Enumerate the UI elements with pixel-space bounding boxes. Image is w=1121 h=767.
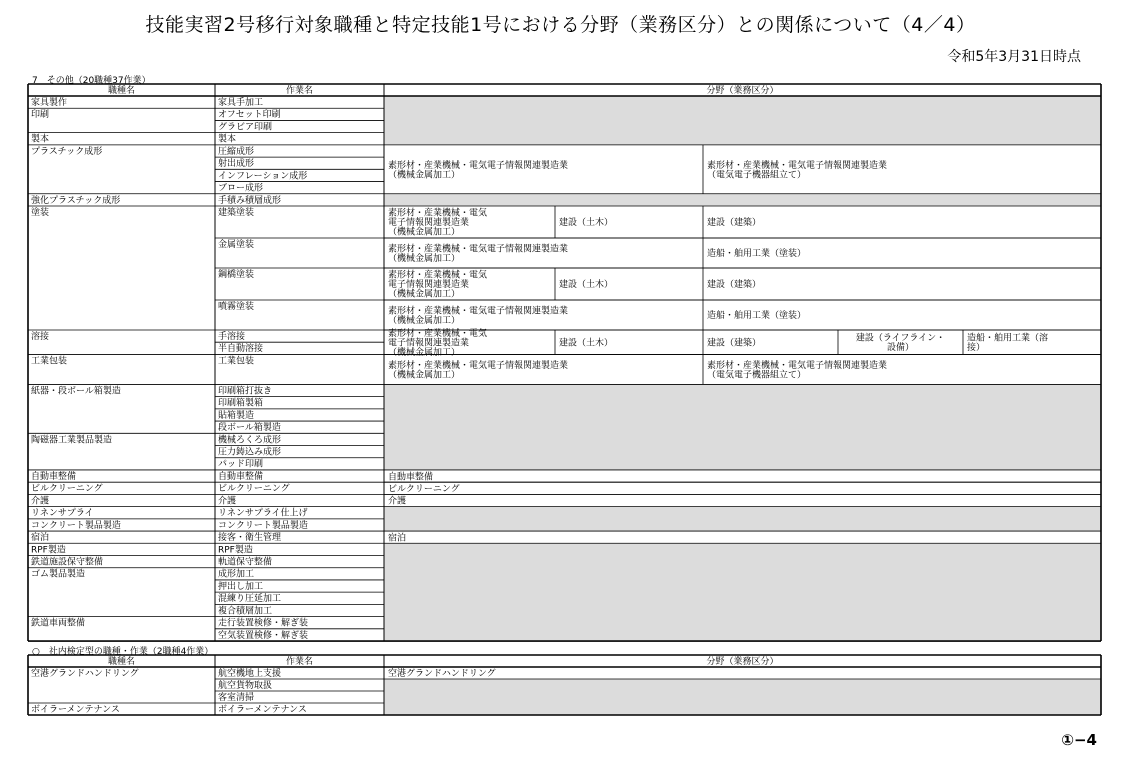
header-job-name: 職種名 <box>107 86 136 97</box>
work-name-cell: RPF製造 <box>218 545 253 556</box>
work-name-cell: 複合積層加工 <box>218 606 273 617</box>
job-name-cell: 鉄道車両整備 <box>31 618 86 629</box>
page-number: ①−4 <box>1061 731 1097 749</box>
work-name-cell: 接客・衛生管理 <box>218 533 282 544</box>
job-name-cell: RPF製造 <box>31 545 66 556</box>
work-name-cell: パッド印刷 <box>218 459 264 470</box>
job-name-cell: 家具製作 <box>31 98 68 108</box>
job-name-cell: 製本 <box>31 134 50 145</box>
work-name-cell: 機械ろくろ成形 <box>218 435 282 446</box>
job-name-cell: 溶接 <box>31 331 50 342</box>
header-work-name: 作業名 <box>285 86 314 97</box>
work-name-cell: 手積み積層成形 <box>218 195 282 206</box>
field-cell: 造船・舶用工業（塗装） <box>707 249 807 260</box>
work-name-cell: 半自動溶接 <box>218 344 264 355</box>
work-name-cell: 自動車整備 <box>218 471 264 482</box>
field-cell: 造船・舶用工業（溶接） <box>967 333 1049 354</box>
work-name-cell: コンクリート製品製造 <box>218 520 308 531</box>
job-name-cell: 空港グランドハンドリング <box>31 669 139 679</box>
work-name-cell: 貼箱製造 <box>218 410 255 421</box>
job-name-cell: 自動車整備 <box>31 471 77 482</box>
job-name-cell: 印刷 <box>31 110 50 121</box>
work-name-cell: 航空機地上支援 <box>218 669 282 679</box>
field-cell: 建設（ライフライン・設備） <box>855 333 946 354</box>
field-block-bg <box>384 482 1101 494</box>
job-name-cell: プラスチック成形 <box>31 146 103 157</box>
field-cell: 宿泊 <box>388 533 407 544</box>
job-name-cell: ビルクリーニング <box>31 484 103 495</box>
as-of-date: 令和5年3月31日時点 <box>947 49 1081 65</box>
field-cell: 空港グランドハンドリング <box>388 669 496 680</box>
job-name-cell: ボイラーメンテナンス <box>31 705 120 715</box>
job-name-cell: 介護 <box>31 496 50 507</box>
work-name-cell: リネンサプライ仕上げ <box>218 508 308 519</box>
job-name-cell: 陶磁器工業製品製造 <box>31 435 113 446</box>
work-name-cell: インフレーション成形 <box>218 171 308 182</box>
field-cell: 建設（建築） <box>707 338 762 349</box>
field-cell: 建設（土木） <box>559 218 614 229</box>
work-name-cell: ブロー成形 <box>218 183 264 194</box>
field-cell: 素形材・産業機械・電気電子情報関連製造業（機械金属加工） <box>388 306 569 326</box>
field-block-bg <box>384 531 1101 543</box>
work-name-cell: 押出し加工 <box>218 581 264 592</box>
work-name-cell: 成形加工 <box>218 569 255 580</box>
field-cell: 介護 <box>388 496 407 507</box>
field-cell: 建設（建築） <box>707 218 762 229</box>
job-name-cell: 強化プラスチック成形 <box>31 195 121 206</box>
field-cell: ビルクリーニング <box>388 484 460 495</box>
job-name-cell: 鉄道施設保守整備 <box>31 557 104 568</box>
header-field: 分野（業務区分） <box>706 86 779 97</box>
work-name-cell: ボイラーメンテナンス <box>218 705 307 715</box>
field-cell: 素形材・産業機械・電気電子情報関連製造業（機械金属加工） <box>388 360 569 381</box>
work-name-cell: 圧力鋳込み成形 <box>218 447 282 458</box>
work-name-cell: 家具手加工 <box>218 98 264 108</box>
work-name-cell: 圧縮成形 <box>218 146 255 157</box>
field-cell: 素形材・産業機械・電気電子情報関連製造業（電気電子機器組立て） <box>707 160 888 181</box>
field-cell: 素形材・産業機械・電気電子情報関連製造業（機械金属加工） <box>388 208 488 238</box>
field-cell: 自動車整備 <box>388 472 434 483</box>
work-name-cell: 客室清掃 <box>218 693 255 703</box>
field-cell: 建設（土木） <box>559 338 614 349</box>
field-cell: 素形材・産業機械・電気電子情報関連製造業（機械金属加工） <box>388 328 488 358</box>
field-cell: 素形材・産業機械・電気電子情報関連製造業（機械金属加工） <box>388 244 569 264</box>
work-name-cell: 混練り圧延加工 <box>218 594 282 605</box>
work-name-cell: 手溶接 <box>218 331 246 342</box>
header-field: 分野（業務区分） <box>706 657 779 668</box>
header-work-name: 作業名 <box>285 657 314 668</box>
work-name-cell: 段ボール箱製造 <box>218 423 281 434</box>
work-name-cell: 射出成形 <box>218 159 255 170</box>
section-caption-in-house: ○ 社内検定型の職種・作業（2職種4作業） <box>32 647 214 657</box>
work-name-cell: 介護 <box>218 496 237 507</box>
field-cell: 建設（建築） <box>707 280 762 291</box>
job-name-cell: 工業包装 <box>31 356 68 367</box>
page-title: 技能実習2号移行対象職種と特定技能1号における分野（業務区分）との関係について（4／4） <box>145 14 976 36</box>
work-name-cell: 工業包装 <box>218 356 255 367</box>
field-cell: 素形材・産業機械・電気電子情報関連製造業（機械金属加工） <box>388 160 569 181</box>
job-name-cell: 紙器・段ボール箱製造 <box>31 386 121 397</box>
field-block-bg <box>384 470 1101 482</box>
field-cell: 建設（土木） <box>559 280 614 291</box>
field-cell: 素形材・産業機械・電気電子情報関連製造業（電気電子機器組立て） <box>707 360 888 381</box>
work-name-cell: グラビア印刷 <box>218 122 273 133</box>
section-caption-other: 7 その他（20職種37作業） <box>32 76 151 86</box>
work-name-cell: 走行装置検修・解ぎ装 <box>218 618 309 629</box>
work-name-cell: 鋼橋塗装 <box>218 269 255 280</box>
job-name-cell: ゴム製品製造 <box>31 569 86 580</box>
work-name-cell: 印刷箱打抜き <box>218 386 273 397</box>
field-cell: 造船・舶用工業（塗装） <box>707 311 807 322</box>
work-name-cell: 航空貨物取扱 <box>218 681 273 691</box>
job-name-cell: 宿泊 <box>31 533 50 544</box>
field-cell: 素形材・産業機械・電気電子情報関連製造業（機械金属加工） <box>388 270 488 300</box>
header-job-name: 職種名 <box>107 657 136 668</box>
work-name-cell: 軌道保守整備 <box>218 557 273 568</box>
work-name-cell: 印刷箱製箱 <box>218 398 264 409</box>
job-name-cell: コンクリート製品製造 <box>31 520 121 531</box>
work-name-cell: ビルクリーニング <box>218 484 290 495</box>
work-name-cell: 製本 <box>218 134 237 145</box>
work-name-cell: 建築塗装 <box>218 207 255 218</box>
job-name-cell: リネンサプライ <box>31 508 94 519</box>
job-name-cell: 塗装 <box>31 207 50 218</box>
work-name-cell: 噴霧塗装 <box>218 301 255 312</box>
field-block-bg <box>384 494 1101 506</box>
work-name-cell: オフセット印刷 <box>218 110 281 121</box>
work-name-cell: 金属塗装 <box>218 239 255 250</box>
work-name-cell: 空気装置検修・解ぎ装 <box>218 630 309 641</box>
